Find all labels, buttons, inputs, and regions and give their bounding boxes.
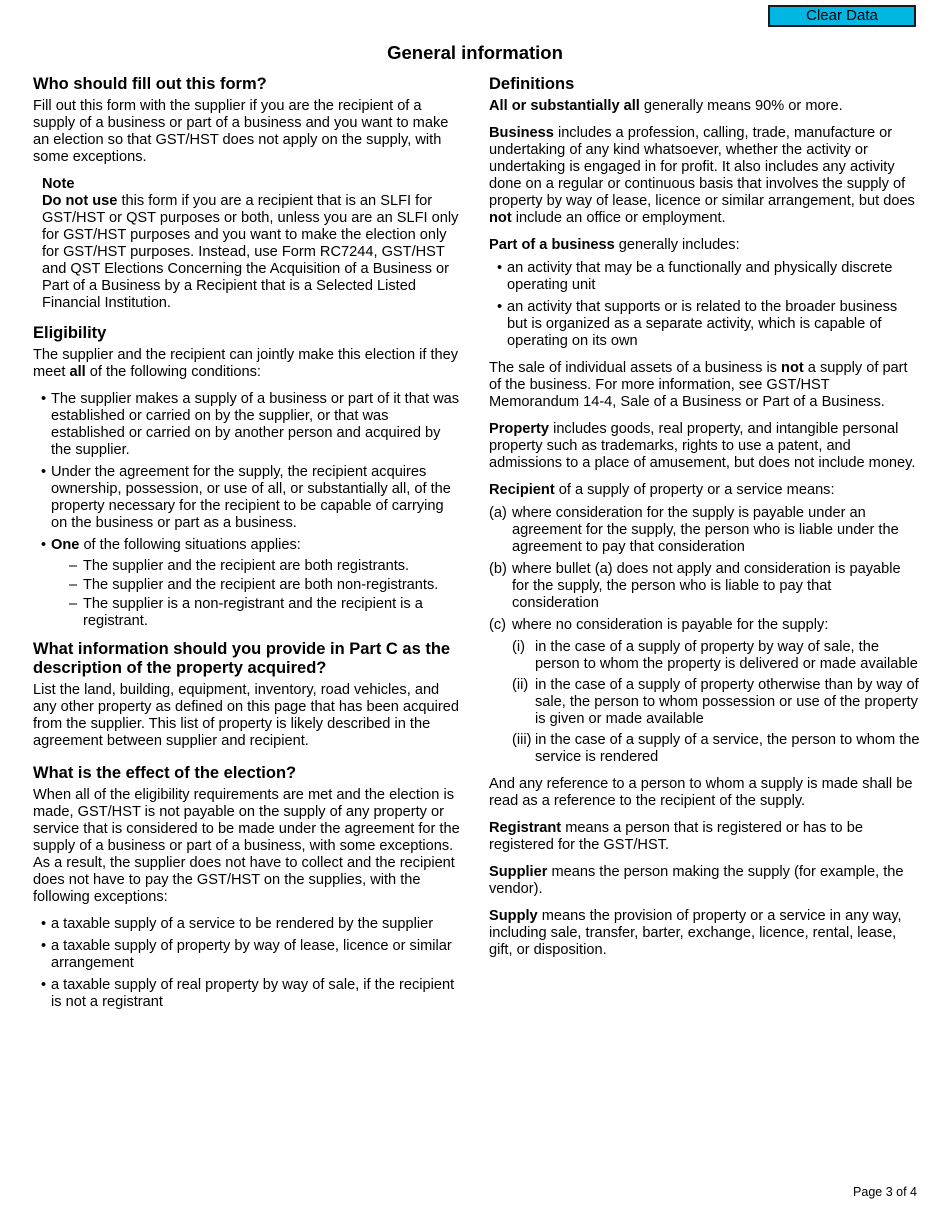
situations-list: [69, 558, 463, 630]
def-business: Business includes a profession, calling, trade, manufacture or undertaking of any kind whatsoever, whether the activity or undertaking is engaged in for profit. It also includes any activity done on a regular or continuous basis that involves the supply of property by way of lease, licence or similar arrangement, but does not include an office or employment.: [489, 125, 915, 226]
list-item: • an activity that may be a functionally and physically discrete operating unit: [489, 260, 921, 294]
list-item: (ii) in the case of a supply of property otherwise than by way of sale, the person to whom possession or use of the property is given or made available: [512, 677, 919, 727]
list-item: • a taxable supply of a service to be rendered by the supplier: [33, 916, 463, 933]
page-title: General information: [387, 42, 563, 63]
note-heading: Note: [42, 176, 75, 192]
def-part: Part of a business generally includes:: [489, 237, 740, 253]
list-item: – The supplier and the recipient are both registrants.: [69, 558, 463, 575]
list-item: • Under the agreement for the supply, the recipient acquires ownership, possession, or use of all, or substantially all, of the property necessary for the recipient to be capable of carrying on the business or part as a business.: [33, 464, 463, 532]
page-number: Page 3 of 4: [853, 1185, 917, 1199]
list-item: • an activity that supports or is related to the broader business but is organized as a separate activity, which is capable of operating on its own: [489, 299, 921, 350]
eligibility-list: [33, 391, 463, 630]
list-item: – The supplier is a non-registrant and the recipient is a registrant.: [69, 596, 463, 630]
part-list: [489, 260, 921, 350]
who-heading: Who should fill out this form?: [33, 75, 267, 93]
def-all: All or substantially all generally means 90% or more.: [489, 98, 843, 114]
note-box: [42, 176, 463, 312]
clear-data-button[interactable]: Clear Data: [768, 5, 916, 27]
who-text: Fill out this form with the supplier if you are the recipient of a supply of a business or part of a business and you want to make an election so that GST/HST does not apply on the supply, with some exceptions.: [33, 98, 449, 165]
list-item: (b) where bullet (a) does not apply and consideration is payable for the supply, the person who is liable to pay that consideration: [489, 561, 901, 611]
list-item: (i) in the case of a supply of property by way of sale, the person to whom the property is delivered or made available: [512, 639, 918, 672]
recipient-list: [489, 505, 921, 766]
eligibility-heading: Eligibility: [33, 324, 107, 342]
def-supplier: Supplier means the person making the supply (for example, the vendor).: [489, 864, 904, 897]
list-item: • a taxable supply of real property by way of sale, if the recipient is not a registrant: [33, 977, 463, 1011]
part-c-heading: What information should you provide in Part C as the description of the property acquired?: [33, 640, 451, 677]
def-sale: The sale of individual assets of a business is not a supply of part of the business. For more information, see GST/HST Memorandum 14-4, Sale of a Business or Part of a Business.: [489, 360, 908, 410]
definitions-heading: Definitions: [489, 75, 575, 93]
def-property: Property includes goods, real property, and intangible personal property such as trademarks, rights to use a patent, and admissions to a place of amusement, but does not include money.: [489, 421, 916, 471]
list-item: (iii) in the case of a supply of a service, the person to whom the service is rendered: [512, 732, 920, 765]
list-item: • a taxable supply of property by way of lease, licence or similar arrangement: [33, 938, 463, 972]
sub-list: [512, 639, 921, 766]
def-registrant: Registrant means a person that is registered or has to be registered for the GST/HST.: [489, 820, 863, 853]
def-recipient: Recipient of a supply of property or a service means:: [489, 482, 835, 498]
right-column: [489, 75, 921, 969]
list-item: • The supplier makes a supply of a business or part of it that was established or carried on by the supplier, or that was established or carried on by another person and acquired by the supplier.: [33, 391, 463, 459]
left-column: [33, 75, 463, 1021]
effect-heading: What is the effect of the election?: [33, 764, 297, 782]
list-item: (a) where consideration for the supply is payable under an agreement for the supply, the person who is liable under the agreement to pay that consideration: [489, 505, 899, 555]
list-item: • One of the following situations applies: – The supplier and the recipient are both registrants. – The supplier and the recipient are both non-registrants. – The supplier is a non-registrant and the recipient is a registrant.: [33, 537, 463, 630]
eligibility-intro: The supplier and the recipient can jointly make this election if they meet all of the following conditions:: [33, 347, 459, 380]
exceptions-list: [33, 916, 463, 1011]
list-item: (c) where no consideration is payable for the supply: (i) in the case of a supply of property by way of sale, the person to whom the property is delivered or made available (ii) in the case of a supply of property otherwise than by way of sale, the person to whom possession or use of the property is given or made available (iii) in the case of a supply of a service, the person to whom the service is rendered: [489, 617, 920, 765]
list-item: – The supplier and the recipient are both non-registrants.: [69, 577, 463, 594]
def-any-reference: And any reference to a person to whom a supply is made shall be read as a reference to the recipient of the supply.: [489, 776, 913, 809]
part-c-text: List the land, building, equipment, inventory, road vehicles, and any other property as defined on this page that has been acquired from the supplier. This list of property is likely described in the agreement between supplier and recipient.: [33, 682, 459, 749]
note-text: Do not use this form if you are a recipient that is an SLFI for GST/HST or QST purposes or both, unless you are an SLFI only for GST/HST purposes and you want to make the election only for GST/HST purposes. Instead, use Form RC7244, GST/HST and QST Elections Concerning the Acquisition of a Business or Part of a Business by a Recipient that is a Selected Listed Financial Institution.: [42, 193, 459, 311]
effect-text: When all of the eligibility requirements are met and the election is made, GST/HST is not payable on the supply of any property or service that is considered to be made under the agreement for the supply of a business or part of a business, with some exceptions. As a result, the supplier does not have to collect and the recipient does not have to pay the GST/HST on the supplies, with the following exceptions:: [33, 787, 460, 905]
def-supply: Supply means the provision of property or a service in any way, including sale, transfer, barter, exchange, licence, rental, lease, gift, or disposition.: [489, 908, 902, 958]
